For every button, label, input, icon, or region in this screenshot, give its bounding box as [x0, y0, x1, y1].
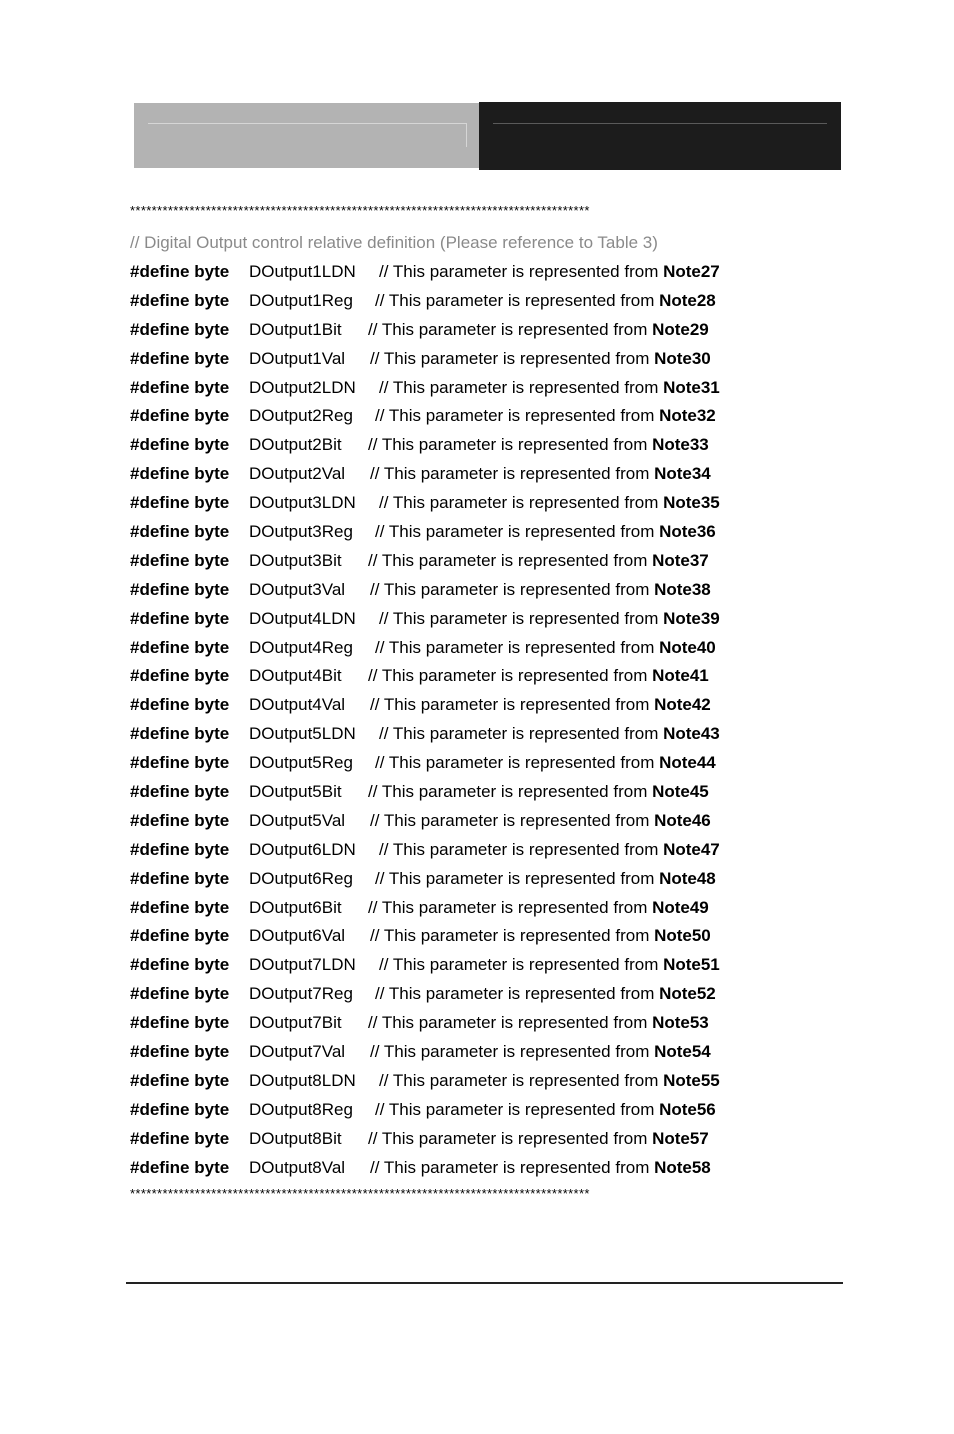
- define-comment-text: // This parameter is represented from: [375, 868, 660, 888]
- define-keyword: #define byte: [130, 262, 230, 281]
- define-keyword: #define byte: [130, 406, 230, 426]
- define-line: [130, 924, 830, 953]
- define-line: [130, 1069, 830, 1098]
- define-identifier: DOutput3Val: [249, 579, 346, 599]
- define-line: [130, 1040, 830, 1069]
- define-comment-text: // This parameter is represented from: [375, 753, 660, 773]
- define-identifier: DOutput7Bit: [249, 1013, 342, 1033]
- define-note-ref: Note37: [652, 550, 709, 570]
- define-comment: [370, 1156, 711, 1180]
- define-note-ref: Note51: [663, 955, 720, 975]
- define-identifier: DOutput4Val: [249, 695, 346, 715]
- define-comment-text: // This parameter is represented from: [379, 493, 664, 513]
- define-comment: [375, 867, 716, 891]
- define-comment: [368, 1011, 709, 1035]
- define-note-ref: Note30: [654, 348, 711, 368]
- define-note-ref: Note50: [654, 926, 711, 946]
- define-identifier: DOutput8Reg: [249, 1099, 353, 1119]
- define-comment-text: // This parameter is represented from: [375, 406, 660, 426]
- separator-bottom: *************************************************************************************: [130, 1186, 590, 1201]
- define-comment: [370, 693, 711, 717]
- define-keyword: #define byte: [130, 637, 230, 657]
- define-line: [130, 462, 830, 491]
- define-comment: [379, 260, 720, 284]
- define-comment-text: // This parameter is represented from: [375, 522, 660, 542]
- define-identifier: DOutput8Val: [249, 1157, 346, 1177]
- define-identifier: DOutput5Val: [249, 810, 346, 830]
- define-keyword: #define byte: [130, 608, 230, 628]
- define-identifier: DOutput5LDN: [249, 724, 356, 744]
- define-comment-text: // This parameter is represented from: [368, 319, 653, 339]
- define-comment: [370, 924, 711, 948]
- define-line: [130, 289, 830, 318]
- define-keyword: #define byte: [130, 464, 230, 484]
- define-line: [130, 780, 830, 809]
- define-comment-text: // This parameter is represented from: [368, 1013, 653, 1033]
- define-comment-text: // This parameter is represented from: [375, 984, 660, 1004]
- define-identifier: DOutput6LDN: [249, 839, 356, 859]
- define-comment: [375, 289, 716, 313]
- separator-top: *************************************************************************************: [130, 203, 590, 218]
- define-keyword: #define byte: [130, 839, 230, 859]
- define-comment: [368, 549, 709, 573]
- define-keyword: #define byte: [130, 984, 230, 1004]
- define-identifier: DOutput2Reg: [249, 406, 353, 426]
- define-identifier: DOutput1Val: [249, 348, 346, 368]
- define-note-ref: Note46: [654, 810, 711, 830]
- define-identifier: DOutput2Bit: [249, 435, 342, 455]
- define-note-ref: Note31: [663, 377, 720, 397]
- define-identifier: DOutput3Bit: [249, 550, 342, 570]
- define-identifier: DOutput4LDN: [249, 608, 356, 628]
- define-identifier: DOutput6Bit: [249, 897, 342, 917]
- define-comment: [368, 664, 709, 688]
- define-keyword: #define byte: [130, 290, 230, 310]
- define-comment-text: // This parameter is represented from: [368, 782, 653, 802]
- define-keyword: #define byte: [130, 522, 230, 542]
- define-identifier: DOutput4Bit: [249, 666, 342, 686]
- define-keyword: #define byte: [130, 348, 230, 368]
- define-keyword: #define byte: [130, 955, 230, 975]
- define-note-ref: Note34: [654, 464, 711, 484]
- define-note-ref: Note36: [659, 522, 716, 542]
- define-line: [130, 1011, 830, 1040]
- define-comment: [379, 1069, 720, 1093]
- define-identifier: DOutput1Bit: [249, 319, 342, 339]
- define-keyword: #define byte: [130, 1157, 230, 1177]
- header-band-right: [479, 102, 841, 170]
- define-line: [130, 376, 830, 405]
- define-note-ref: Note54: [654, 1042, 711, 1062]
- define-comment: [368, 318, 709, 342]
- define-comment-text: // This parameter is represented from: [370, 579, 655, 599]
- define-line: [130, 1098, 830, 1127]
- define-line: [130, 751, 830, 780]
- define-note-ref: Note27: [663, 262, 720, 281]
- define-note-ref: Note40: [659, 637, 716, 657]
- define-comment: [379, 491, 720, 515]
- define-line: [130, 953, 830, 982]
- header-left-rule: [148, 123, 467, 147]
- define-note-ref: Note47: [663, 839, 720, 859]
- define-identifier: DOutput7LDN: [249, 955, 356, 975]
- define-note-ref: Note52: [659, 984, 716, 1004]
- define-note-ref: Note58: [654, 1157, 711, 1177]
- define-keyword: #define byte: [130, 753, 230, 773]
- define-comment: [375, 751, 716, 775]
- define-identifier: DOutput8Bit: [249, 1128, 342, 1148]
- define-comment: [370, 347, 711, 371]
- define-note-ref: Note45: [652, 782, 709, 802]
- define-line: [130, 809, 830, 838]
- define-keyword: #define byte: [130, 1070, 230, 1090]
- define-comment-text: // This parameter is represented from: [379, 608, 664, 628]
- define-keyword: #define byte: [130, 695, 230, 715]
- define-line: [130, 636, 830, 665]
- define-line: [130, 578, 830, 607]
- define-line: [130, 664, 830, 693]
- define-keyword: #define byte: [130, 926, 230, 946]
- define-line: [130, 260, 830, 289]
- define-comment-text: // This parameter is represented from: [368, 666, 653, 686]
- define-keyword: #define byte: [130, 1099, 230, 1119]
- define-comment: [379, 953, 720, 977]
- header-band-left: [134, 103, 479, 168]
- define-comment-text: // This parameter is represented from: [368, 897, 653, 917]
- define-line: [130, 722, 830, 751]
- define-comment: [368, 780, 709, 804]
- define-note-ref: Note44: [659, 753, 716, 773]
- define-note-ref: Note29: [652, 319, 709, 339]
- define-comment-text: // This parameter is represented from: [379, 1070, 664, 1090]
- define-comment-text: // This parameter is represented from: [379, 377, 664, 397]
- define-keyword: #define byte: [130, 897, 230, 917]
- define-comment: [379, 376, 720, 400]
- define-keyword: #define byte: [130, 868, 230, 888]
- define-comment: [368, 1127, 709, 1151]
- define-note-ref: Note38: [654, 579, 711, 599]
- define-comment-text: // This parameter is represented from: [370, 348, 655, 368]
- define-comment-text: // This parameter is represented from: [368, 435, 653, 455]
- define-comment: [370, 1040, 711, 1064]
- define-line: [130, 433, 830, 462]
- define-keyword: #define byte: [130, 1013, 230, 1033]
- define-comment: [375, 404, 716, 428]
- define-line: [130, 318, 830, 347]
- define-identifier: DOutput3Reg: [249, 522, 353, 542]
- define-note-ref: Note57: [652, 1128, 709, 1148]
- define-note-ref: Note32: [659, 406, 716, 426]
- define-keyword: #define byte: [130, 435, 230, 455]
- define-comment-text: // This parameter is represented from: [379, 839, 664, 859]
- define-keyword: #define byte: [130, 377, 230, 397]
- define-comment: [375, 1098, 716, 1122]
- define-identifier: DOutput4Reg: [249, 637, 353, 657]
- define-identifier: DOutput1LDN: [249, 262, 356, 281]
- define-comment: [375, 982, 716, 1006]
- define-keyword: #define byte: [130, 810, 230, 830]
- define-comment: [379, 607, 720, 631]
- define-note-ref: Note28: [659, 290, 716, 310]
- define-comment: [375, 636, 716, 660]
- define-comment-text: // This parameter is represented from: [375, 290, 660, 310]
- define-comment-text: // This parameter is represented from: [368, 550, 653, 570]
- define-comment: [375, 520, 716, 544]
- define-identifier: DOutput7Reg: [249, 984, 353, 1004]
- define-identifier: DOutput6Val: [249, 926, 346, 946]
- define-keyword: #define byte: [130, 1042, 230, 1062]
- define-comment: [379, 722, 720, 746]
- define-identifier: DOutput6Reg: [249, 868, 353, 888]
- define-note-ref: Note49: [652, 897, 709, 917]
- define-identifier: DOutput2Val: [249, 464, 346, 484]
- define-line: [130, 549, 830, 578]
- define-comment: [370, 578, 711, 602]
- define-comment: [368, 896, 709, 920]
- define-comment: [370, 809, 711, 833]
- define-note-ref: Note53: [652, 1013, 709, 1033]
- define-note-ref: Note41: [652, 666, 709, 686]
- define-line: [130, 693, 830, 722]
- define-comment-text: // This parameter is represented from: [379, 724, 664, 744]
- define-comment-text: // This parameter is represented from: [370, 1157, 655, 1177]
- define-note-ref: Note35: [663, 493, 720, 513]
- define-keyword: #define byte: [130, 579, 230, 599]
- define-keyword: #define byte: [130, 550, 230, 570]
- define-keyword: #define byte: [130, 319, 230, 339]
- define-comment-text: // This parameter is represented from: [368, 1128, 653, 1148]
- define-note-ref: Note33: [652, 435, 709, 455]
- define-comment-text: // This parameter is represented from: [379, 262, 664, 281]
- header-right-rule: [493, 123, 827, 124]
- define-keyword: #define byte: [130, 493, 230, 513]
- footer-rule: [126, 1282, 843, 1284]
- define-identifier: DOutput5Reg: [249, 753, 353, 773]
- define-line: [130, 838, 830, 867]
- define-note-ref: Note55: [663, 1070, 720, 1090]
- define-note-ref: Note43: [663, 724, 720, 744]
- define-line: [130, 491, 830, 520]
- define-comment-text: // This parameter is represented from: [370, 695, 655, 715]
- define-keyword: #define byte: [130, 1128, 230, 1148]
- define-list: [130, 260, 830, 1185]
- define-keyword: #define byte: [130, 724, 230, 744]
- define-identifier: DOutput7Val: [249, 1042, 346, 1062]
- define-note-ref: Note56: [659, 1099, 716, 1119]
- define-line: [130, 520, 830, 549]
- define-comment-text: // This parameter is represented from: [375, 637, 660, 657]
- section-comment: // Digital Output control relative definition (Please reference to Table 3): [130, 233, 658, 252]
- define-line: [130, 1127, 830, 1156]
- define-identifier: DOutput3LDN: [249, 493, 356, 513]
- define-line: [130, 607, 830, 636]
- define-comment-text: // This parameter is represented from: [370, 810, 655, 830]
- define-comment: [368, 433, 709, 457]
- define-comment: [379, 838, 720, 862]
- define-identifier: DOutput2LDN: [249, 377, 356, 397]
- define-line: [130, 896, 830, 925]
- define-line: [130, 982, 830, 1011]
- define-identifier: DOutput1Reg: [249, 290, 353, 310]
- define-note-ref: Note42: [654, 695, 711, 715]
- define-comment-text: // This parameter is represented from: [379, 955, 664, 975]
- define-keyword: #define byte: [130, 782, 230, 802]
- define-note-ref: Note39: [663, 608, 720, 628]
- define-identifier: DOutput5Bit: [249, 782, 342, 802]
- define-comment-text: // This parameter is represented from: [375, 1099, 660, 1119]
- define-keyword: #define byte: [130, 666, 230, 686]
- define-line: [130, 867, 830, 896]
- define-identifier: DOutput8LDN: [249, 1070, 356, 1090]
- define-line: [130, 404, 830, 433]
- define-comment-text: // This parameter is represented from: [370, 1042, 655, 1062]
- define-comment: [370, 462, 711, 486]
- define-line: [130, 1156, 830, 1185]
- define-line: [130, 347, 830, 376]
- define-note-ref: Note48: [659, 868, 716, 888]
- define-comment-text: // This parameter is represented from: [370, 926, 655, 946]
- define-comment-text: // This parameter is represented from: [370, 464, 655, 484]
